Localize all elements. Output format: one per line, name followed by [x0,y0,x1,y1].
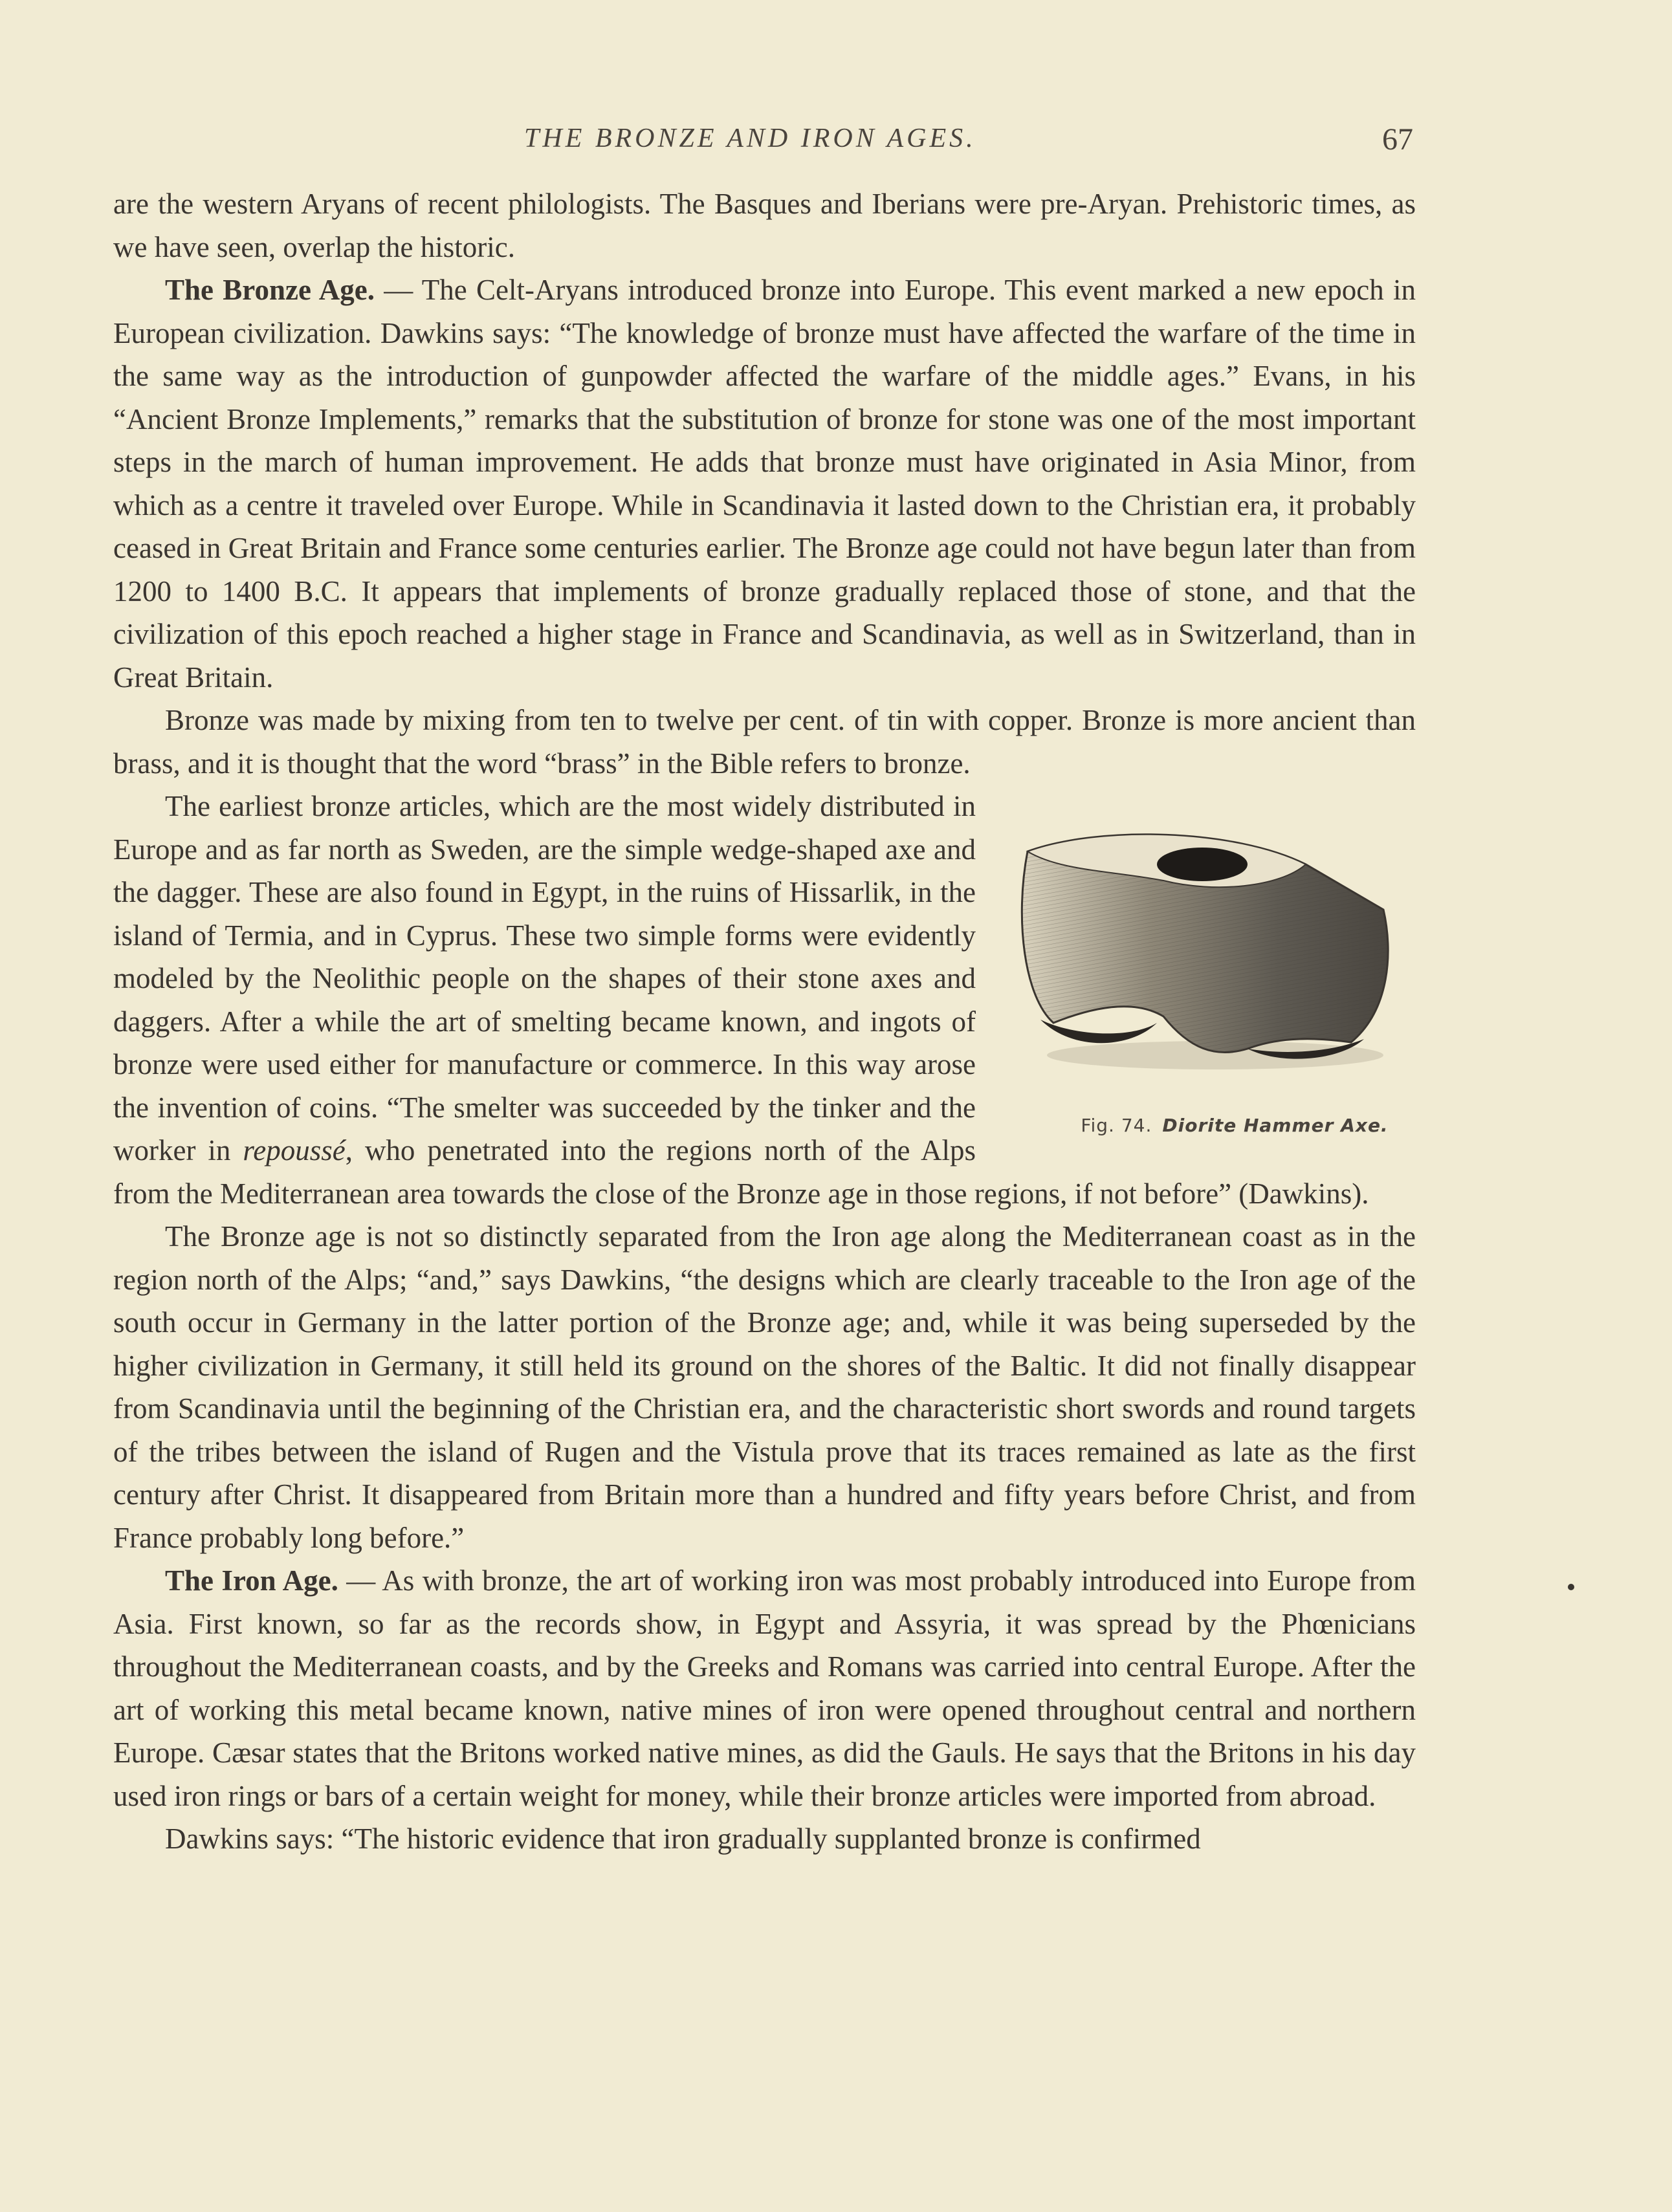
figure-caption [1002,1115,1416,1137]
axe-illustration [1002,803,1416,1107]
running-title: THE BRONZE AND IRON AGES. [524,124,976,153]
paragraph-earliest-text-b: , who penetrated into the regions north of the Alps from the Mediterranean area towards the close of the Bronze age in those regions, if not before” (Dawkins). [113,1134,1369,1210]
page-number: 67 [1382,122,1413,157]
page-header [0,116,1672,162]
section-heading-iron-age: The Iron Age. [165,1564,338,1597]
body-text [113,182,1416,1861]
heading-dash: — [374,274,422,306]
axe-foot-left [1040,1020,1157,1043]
paragraph-intro: are the western Aryans of recent philologists. The Basques and Iberians were pre-Aryan. Prehistoric times, as we have seen, overlap the historic. [113,188,1416,263]
figure-number: Fig. 74. [1081,1115,1152,1136]
paragraph-dawkins-quote: Dawkins says: “The historic evidence that iron gradually supplanted bronze is confirmed [165,1823,1201,1855]
figure-diorite-hammer-axe [1002,803,1416,1155]
paragraph-bronze-age [113,268,1416,699]
section-heading-bronze-age: The Bronze Age. [165,274,375,306]
figure-title: Diorite Hammer Axe. [1162,1115,1389,1136]
paragraph-bronze-composition: Bronze was made by mixing from ten to twelve per cent. of tin with copper. Bronze is more ancient than brass, and it is thought that the word “brass” in the Bible refers to bronze. [113,704,1416,780]
axe-shaft-hole [1157,848,1248,881]
emphasis-repousse: repoussé [243,1134,346,1166]
paragraph-bronze-iron-transition: The Bronze age is not so distinctly separated from the Iron age along the Mediterranean coast as in the region north of the Alps; “and,” says Dawkins, “the designs which are clearly traceable to the Iron age of the south occur in Germany in the latter portion of the Bronze age; and, while it was being superseded by the higher civilization in Germany, it still held its ground on the shores of the Baltic. It did not finally disappear from Scandinavia until the beginning of the Christian era, and the characteristic short swords and round targets of the tribes between the island of Rugen and the Vistula prove that its traces remained as late as the first century after Christ. It disappeared from Britain more than a hundred and fifty years before Christ, and from France probably long before.” [113,1220,1416,1554]
paragraph-iron-age-text: As with bronze, the art of working iron was most probably introduced into Europe from Asia. First known, so far as the records show, in Egypt and Assyria, it was spread by the Phœnicians throughout the Mediterranean coasts, and by the Greeks and Romans was carried into central Europe. After the art of working this metal became known, native mines of iron were opened throughout central and northern Europe. Cæsar states that the Britons worked native mines, as did the Gauls. He says that the Britons in his day used iron rings or bars of a certain weight for money, while their bronze articles were imported from abroad. [113,1564,1416,1812]
paragraph-iron-age [113,1559,1416,1817]
margin-mark [1568,1584,1574,1590]
paragraph-bronze-age-text: The Celt-Aryans introduced bronze into Europe. This event marked a new epoch in European civilization. Dawkins says: “The knowledge of bronze must have affected the warfare of the time in the same way as the introduction of gunpowder affected the warfare of the middle ages.” Evans, in his “Ancient Bronze Implements,” remarks that the substitution of bronze for stone was one of the most important steps in the march of human improvement. He adds that bronze must have originated in Asia Minor, from which as a centre it traveled over Europe. While in Scandinavia it lasted down to the Christian era, it probably ceased in Great Britain and France some centuries earlier. The Bronze age could not have begun later than from 1200 to 1400 B.C. It appears that implements of bronze gradually replaced those of stone, and that the civilization of this epoch reached a higher stage in France and Scandinavia, as well as in Switzerland, than in Great Britain. [113,274,1416,694]
paragraph-earliest-text-a: The earliest bronze articles, which are the most widely distributed in Europe and as far north as Sweden, are the simple wedge-shaped axe and the dagger. These are also found in Egypt, in the ruins of Hissarlik, in the island of Termia, and in Cyprus. These two simple forms were evidently modeled by the Neolithic people on the shapes of their stone axes and daggers. After a while the art of smelting became known, and ingots of bronze were used either for manufacture or commerce. In this way arose the invention of coins. “The smelter was succeeded by the tinker and the worker in [113,790,976,1166]
paragraph-earliest-articles [113,785,1416,1215]
heading-dash: — [338,1564,382,1597]
